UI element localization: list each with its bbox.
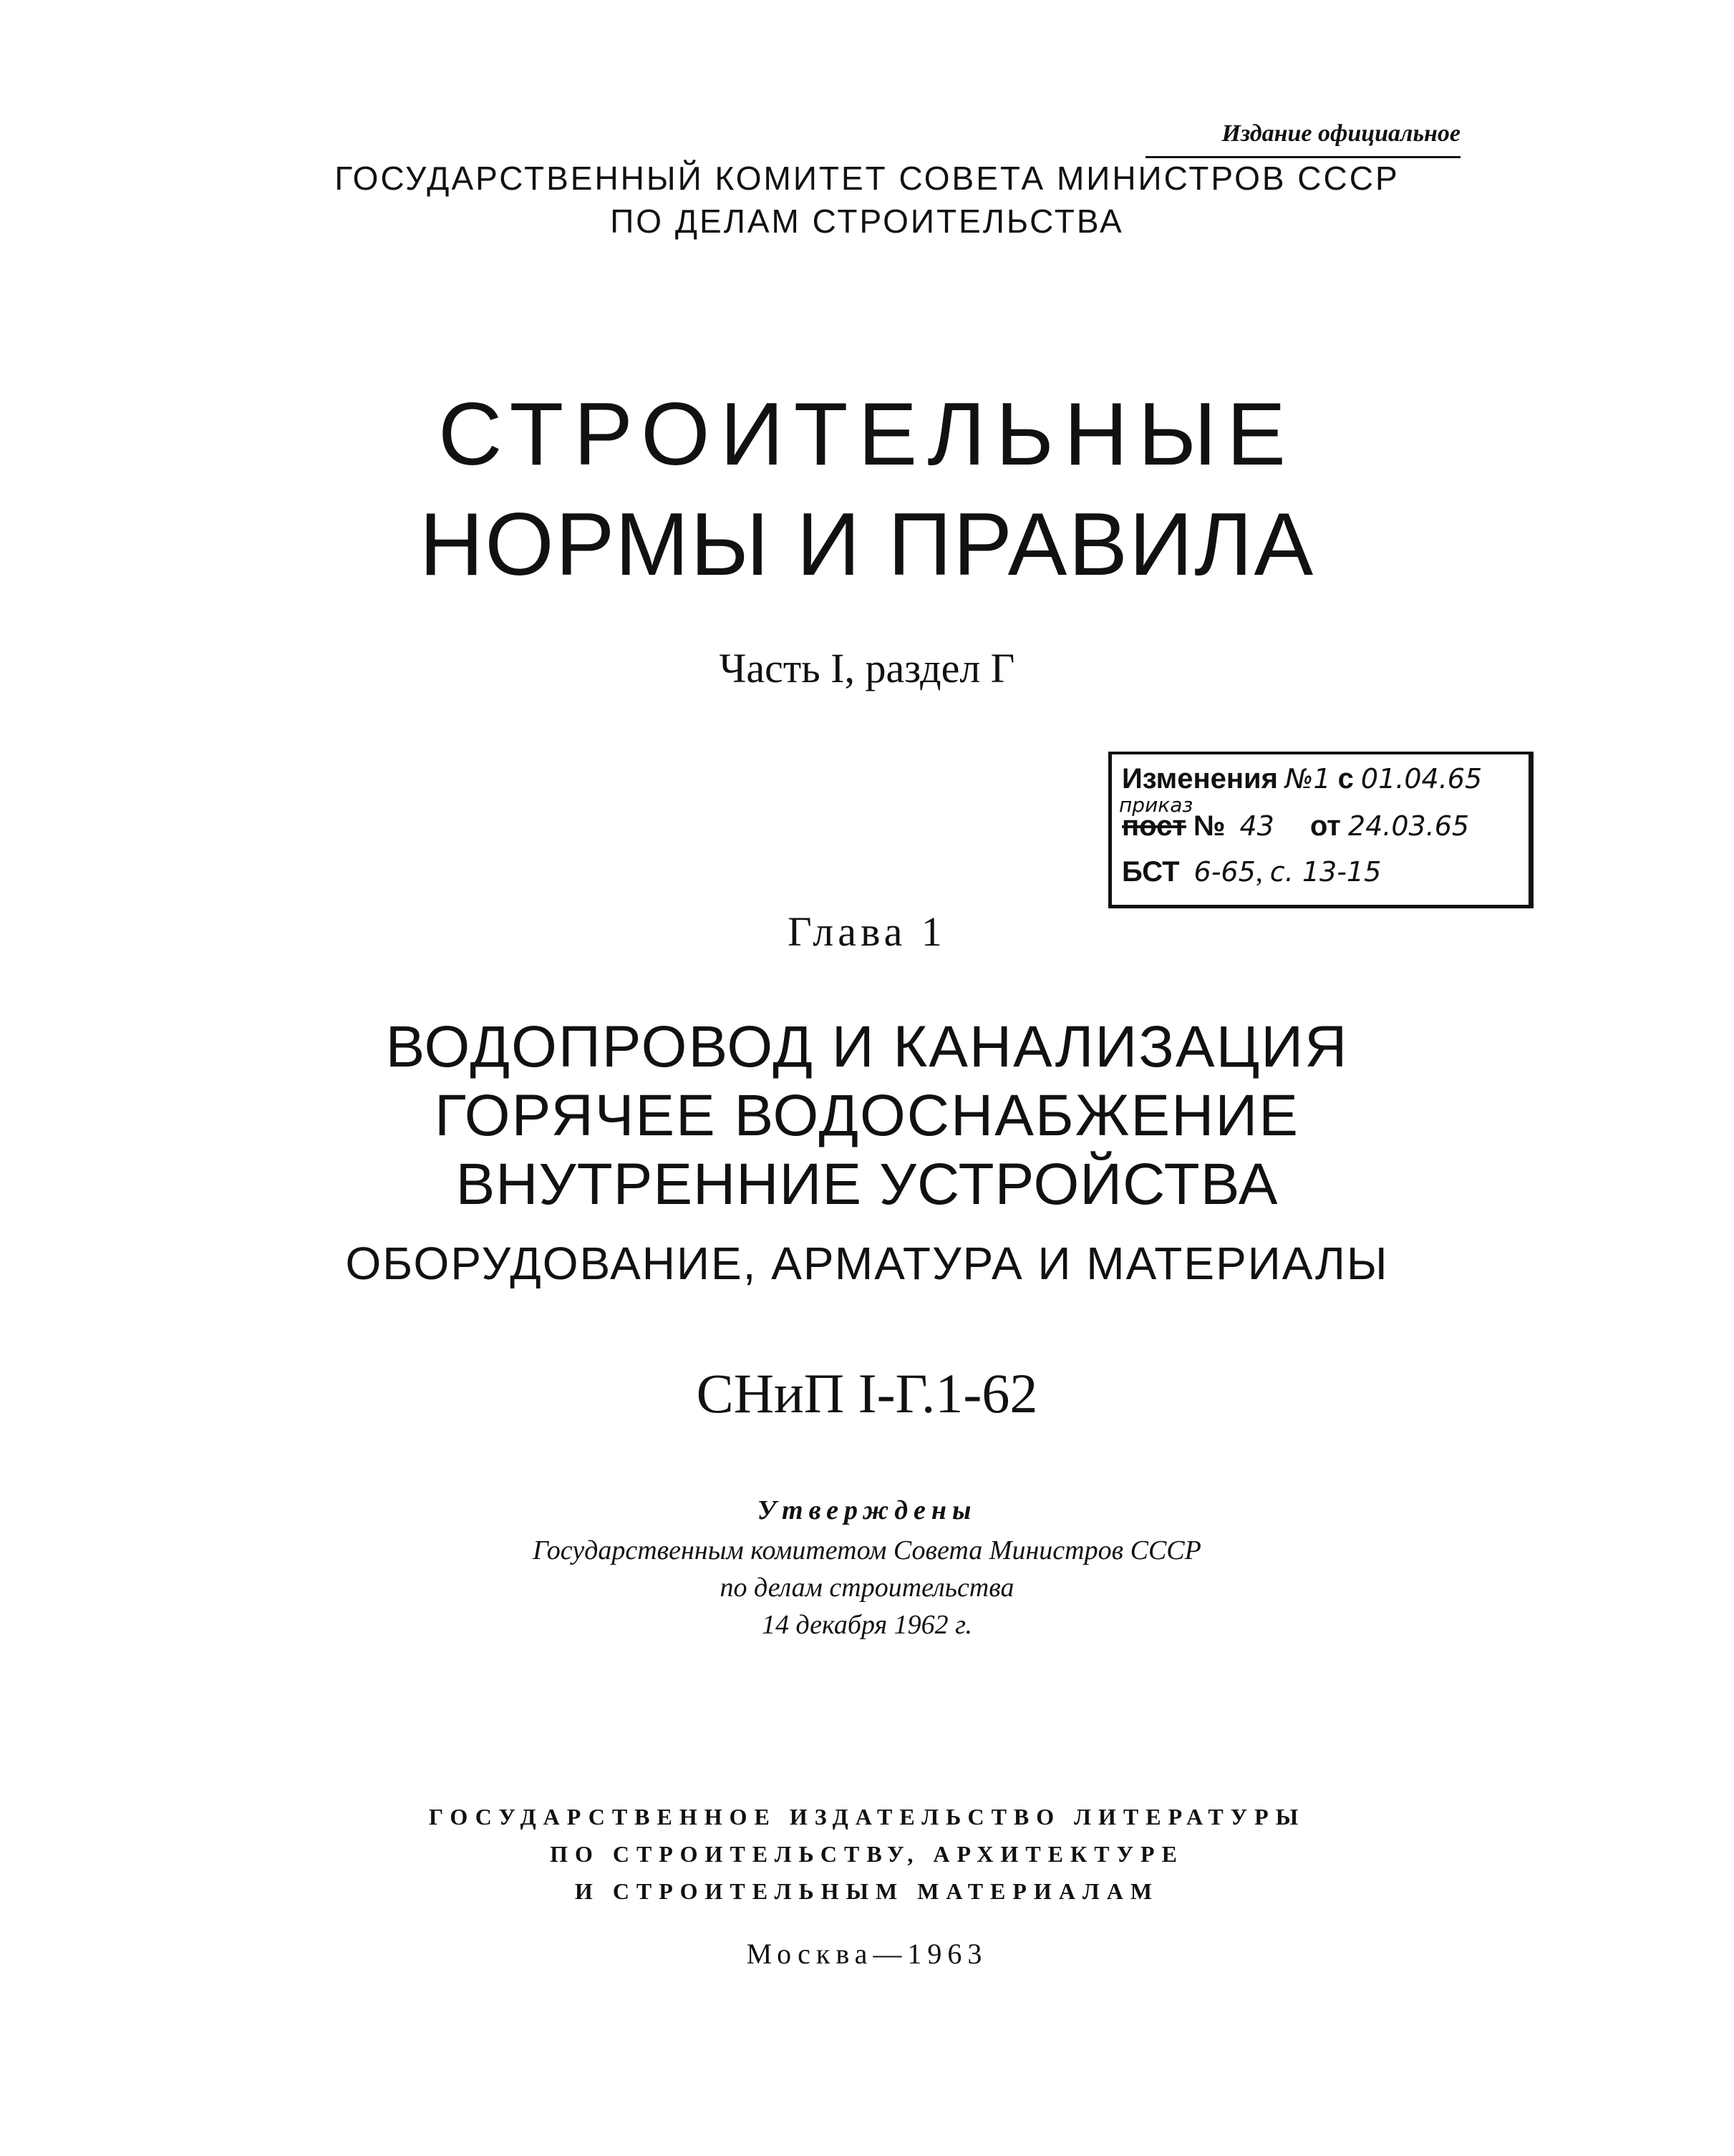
approval-line-1: Государственным комитетом Совета Министров СССР bbox=[533, 1535, 1201, 1565]
stamp-label-ot: от bbox=[1309, 810, 1341, 842]
city-year: Москва—1963 bbox=[746, 1938, 988, 1970]
approval-line-2: по делам строительства bbox=[720, 1573, 1014, 1603]
stamp-order-date: 24.03.65 bbox=[1347, 810, 1470, 842]
subject-line-4: ОБОРУДОВАНИЕ, АРМАТУРА И МАТЕРИАЛЫ bbox=[345, 1238, 1389, 1289]
subject-line-2: ГОРЯЧЕЕ ВОДОСНАБЖЕНИЕ bbox=[435, 1083, 1299, 1148]
stamp-label-no: № bbox=[1193, 810, 1226, 842]
stamp-line-order bbox=[1122, 809, 1469, 843]
stamp-label-post: пост bbox=[1122, 810, 1186, 842]
title-line-2: НОРМЫ И ПРАВИЛА bbox=[419, 495, 1315, 594]
chapter-heading: Глава 1 bbox=[788, 908, 946, 955]
approval-date: 14 декабря 1962 г. bbox=[762, 1610, 972, 1640]
subject-line-3: ВНУТРЕННИЕ УСТРОЙСТВА bbox=[455, 1152, 1279, 1217]
stamp-prikaz-handwritten: приказ bbox=[1119, 793, 1193, 817]
publisher-line-1: ГОСУДАРСТВЕННОЕ ИЗДАТЕЛЬСТВО ЛИТЕРАТУРЫ bbox=[428, 1804, 1306, 1830]
stamp-label-changes: Изменения bbox=[1122, 763, 1278, 795]
stamp-line-changes bbox=[1122, 762, 1482, 795]
revision-stamp bbox=[1108, 752, 1534, 908]
edition-note-underline bbox=[1145, 156, 1461, 158]
committee-line-1: ГОСУДАРСТВЕННЫЙ КОМИТЕТ СОВЕТА МИНИСТРОВ СССР bbox=[334, 160, 1400, 197]
stamp-effective-date: 01.04.65 bbox=[1360, 763, 1483, 795]
stamp-line-bulletin: БСТ 6-65, с. 13-15 bbox=[1122, 855, 1382, 888]
publisher-line-2: ПО СТРОИТЕЛЬСТВУ, АРХИТЕКТУРЕ bbox=[550, 1841, 1184, 1867]
publisher-line-3: И СТРОИТЕЛЬНЫМ МАТЕРИАЛАМ bbox=[574, 1878, 1160, 1904]
approval-heading: Утверждены bbox=[757, 1495, 977, 1525]
stamp-from-prefix: с bbox=[1337, 763, 1354, 795]
stamp-bulletin: 6-65 bbox=[1193, 856, 1256, 888]
stamp-change-number: №1 bbox=[1284, 763, 1331, 795]
edition-note: Издание официальное bbox=[1221, 120, 1461, 147]
stamp-label-bst: БСТ bbox=[1122, 856, 1180, 888]
stamp-order-number: 43 bbox=[1239, 810, 1274, 842]
document-code: СНиП I-Г.1-62 bbox=[696, 1362, 1038, 1424]
committee-line-2: ПО ДЕЛАМ СТРОИТЕЛЬСТВА bbox=[610, 203, 1124, 240]
title-line-1: СТРОИТЕЛЬНЫЕ bbox=[438, 385, 1296, 484]
part-section: Часть I, раздел Г bbox=[719, 645, 1015, 691]
subject-line-1: ВОДОПРОВОД И КАНАЛИЗАЦИЯ bbox=[385, 1014, 1349, 1079]
stamp-pages: с. 13-15 bbox=[1269, 856, 1382, 888]
